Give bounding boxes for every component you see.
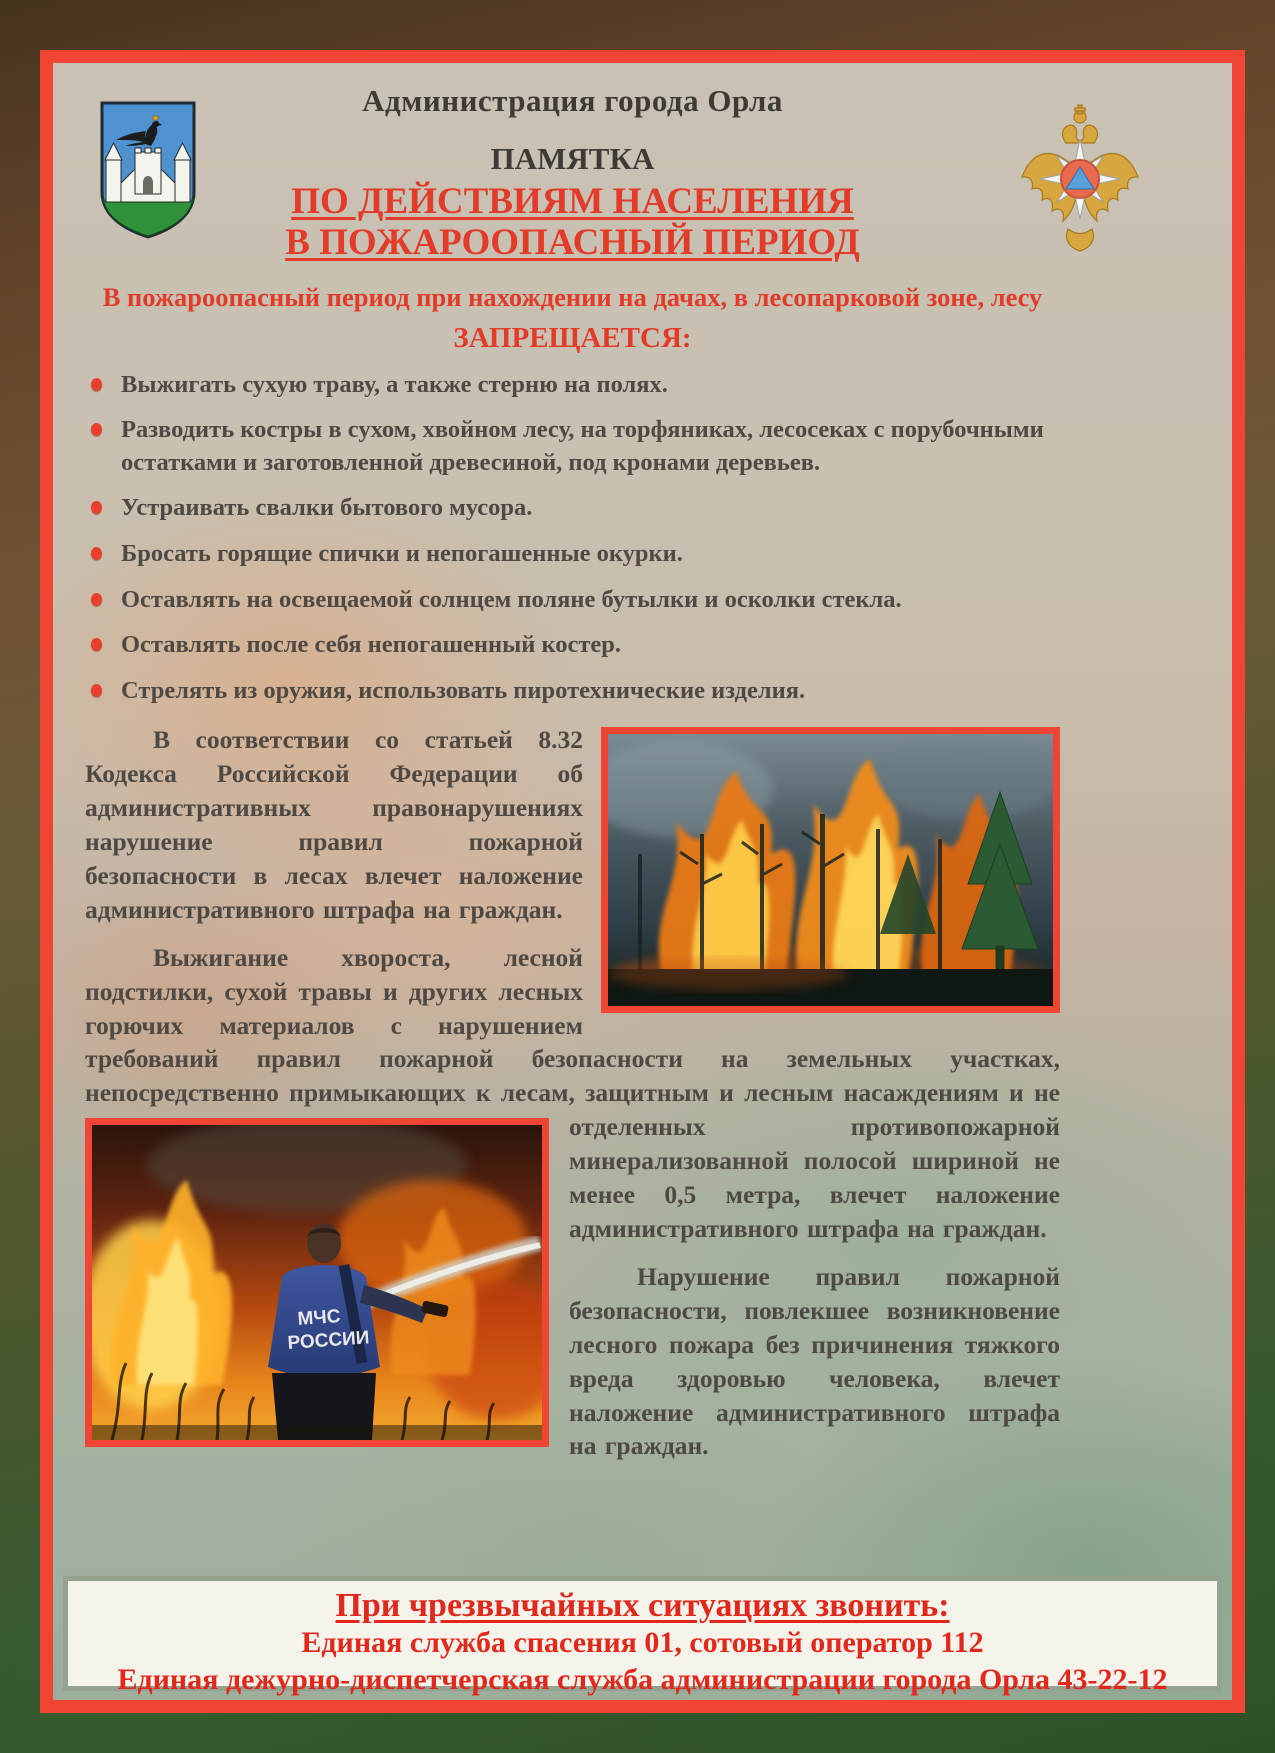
forbidden-list: [85, 369, 1060, 708]
organization-title: Администрация города Орла: [362, 83, 783, 118]
jacket-label-line1: МЧС: [296, 1306, 342, 1331]
list-item-text: Выжигать сухую траву, а также стерню на полях.: [121, 370, 668, 398]
emergency-line-1: Единая служба спасения 01, сотовый оператор 112: [301, 1626, 984, 1660]
emergency-line-2: Единая дежурно-диспетчерская служба администрации города Орла 43-22-12: [117, 1662, 1168, 1696]
main-title-line2: В ПОЖАРООПАСНЫЙ ПЕРИОД: [285, 222, 860, 264]
poster-content: [53, 63, 1232, 1700]
list-item-text: Стрелять из оружия, использовать пиротехнические изделия.: [121, 676, 806, 704]
forbidden-heading: ЗАПРЕЩАЕТСЯ:: [453, 321, 692, 354]
list-item: [89, 629, 1060, 662]
mchs-russia-emblem-icon: [1016, 101, 1144, 259]
list-item: [89, 414, 1060, 479]
list-item-text: Оставлять после себя непогашенный костер.: [121, 631, 622, 659]
list-item: [89, 538, 1060, 571]
legal-text-section: [85, 723, 1060, 1477]
bullet-icon: [91, 547, 102, 560]
paragraph-burning-part2: минерализованной полосой шириной не менее 0,5 метра, влечет наложение административного штрафа на граждан.: [569, 1146, 1060, 1243]
orel-coat-of-arms-icon: [96, 98, 200, 242]
paragraph-burning-part1: Выжигание хвороста, лесной подстилки, сухой травы и других лесных горючих материалов с нарушением требований правил пожарной безопасности на земельных участках, непосредственно примыкающих к лесам, защитным и лесным насаждениям и не отделенных противопожарной: [85, 942, 1060, 1142]
list-item: [89, 369, 1060, 402]
emergency-heading: При чрезвычайных ситуациях звонить:: [335, 1587, 950, 1624]
firefighter-photo: [85, 1118, 549, 1447]
list-item: [89, 675, 1060, 708]
list-item-text: Бросать горящие спички и непогашенные окурки.: [121, 539, 683, 567]
list-item-text: Оставлять на освещаемой солнцем поляне бутылки и осколки стекла.: [121, 585, 902, 613]
list-item: [89, 584, 1060, 617]
bullet-icon: [91, 423, 102, 436]
doc-type-label: ПАМЯТКА: [490, 141, 655, 176]
list-item-text: Разводить костры в сухом, хвойном лесу, на торфяниках, лесосеках с порубочными остатками и заготовленной древесиной, под кронами деревьев.: [121, 416, 1044, 476]
jacket-label-line2: РОССИИ: [286, 1327, 371, 1355]
bullet-icon: [91, 684, 102, 697]
paragraph-article-832: В соответствии со статьей 8.32 Кодекса Российской Федерации об административных правонарушениях нарушение правил пожарной безопасности в лесах влечет наложение административного штрафа на граждан.: [85, 725, 583, 924]
list-item-text: Устраивать свалки бытового мусора.: [121, 494, 533, 522]
intro-lead-text: В пожароопасный период при нахождении на дачах, в лесопарковой зоне, лесу: [102, 281, 1043, 312]
bullet-icon: [91, 501, 102, 514]
list-item: [89, 492, 1060, 525]
poster-red-frame: [40, 50, 1245, 1713]
paragraph-violation: Нарушение правил пожарной безопасности, повлекшее возникновение лесного пожара без причинения тяжкого вреда здоровью человека, влечет наложение административного штрафа на граждан.: [569, 1261, 1060, 1461]
emergency-call-box: [63, 1576, 1222, 1696]
main-column: [85, 83, 1060, 1477]
bullet-icon: [91, 593, 102, 606]
forest-fire-photo: [601, 727, 1060, 1013]
bullet-icon: [91, 378, 102, 391]
bullet-icon: [91, 638, 102, 651]
main-title-line1: ПО ДЕЙСТВИЯМ НАСЕЛЕНИЯ: [291, 181, 854, 222]
